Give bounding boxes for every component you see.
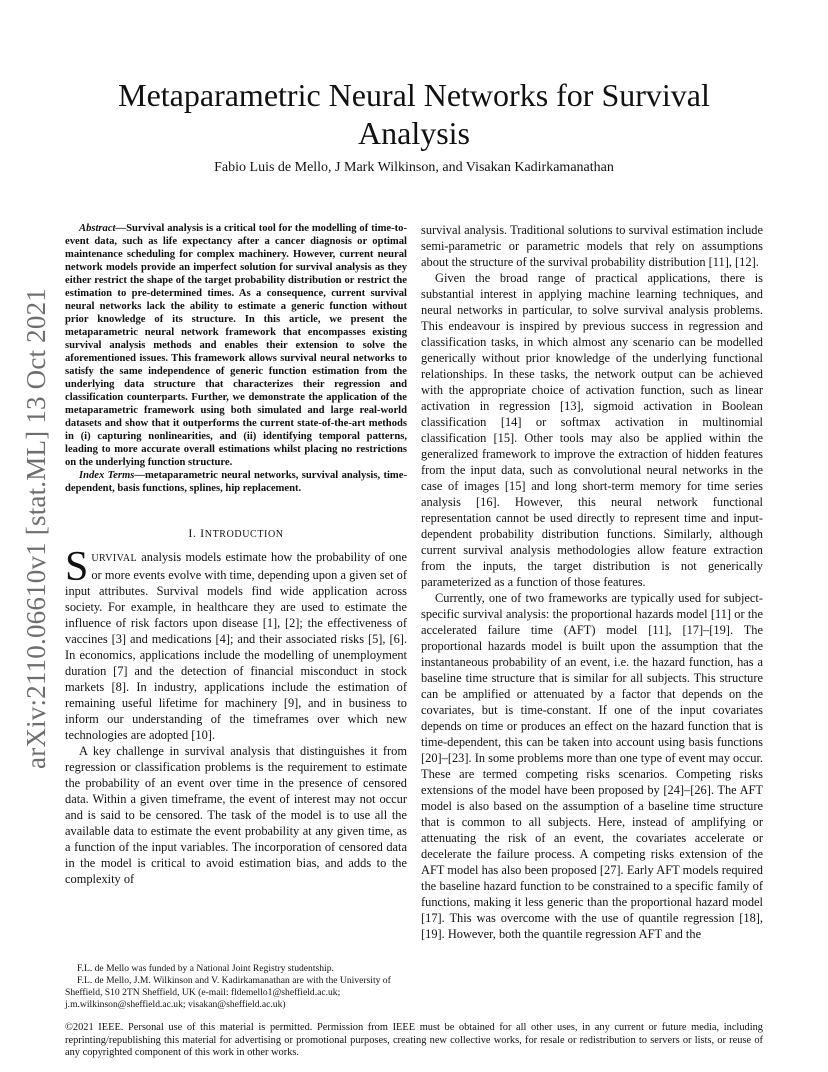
right-paragraph-1: survival analysis. Traditional solutions to survival estimation include semi-parametric or parametric models that rely on assumptions about the structure of the survival probability distribution [11], [12]. xyxy=(421,223,763,269)
section-heading-introduction xyxy=(65,525,407,543)
abstract-text: Survival analysis is a critical tool for the modelling of time-to-event data, such as life expectancy after a cancer diagnosis or optimal maintenance scheduling for complex machinery. However, current neural network models provide an imperfect solution for survival analysis as they either restrict the shape of the target probability distribution or restrict the estimation to pre-determined times. As a consequence, current survival neural networks lack the ability to estimate a generic function without prior knowledge of its structure. In this article, we present the metaparametric neural network framework that encompasses existing survival analysis methods and enables their extension to solve the aforementioned issues. This framework allows survival neural networks to satisfy the same independence of generic function estimation from the underlying data structure that characterizes their regression and classification counterparts. Further, we demonstrate the application of the metaparametric framework using both simulated and large real-world datasets and show that it outperforms the current state-of-the-art methods in (i) capturing nonlinearities, and (ii) identifying temporal patterns, leading to more accurate overall estimations whilst placing no restrictions on the underlying function structure. xyxy=(65,223,407,468)
intro-paragraph-1 xyxy=(65,544,407,743)
index-terms-text: —metaparametric neural networks, survival analysis, time-dependent, basis functions, splines, hip replacement. xyxy=(65,470,407,494)
copyright-notice: ©2021 IEEE. Personal use of this material is permitted. Permission from IEEE must be obtained for all other uses, in any current or future media, including reprinting/republishing this material for advertising or promotional purposes, creating new collective works, for resale or redistribution to servers or lists, or reuse of any copyrighted component of this work in other works. xyxy=(65,1022,763,1059)
right-paragraph-2: Given the broad range of practical applications, there is substantial interest in applying machine learning techniques, and neural networks in particular, to solve survival analysis problems. This endeavour is inspired by previous success in regression and classification tasks, in which almost any scenario can be modelled generically without prior knowledge of the underlying functional relationships. In these tasks, the network output can be achieved with the appropriate choice of activation function, such as linear activation in regression [13], sigmoid activation in Boolean classification [14] or softmax activation in multinomial classification [15]. Other tools may also be applied within the generalized framework to improve the extraction of hidden features from the input data, such as convolutional neural networks in the case of images [15] and long short-term memory for time series analysis [16]. However, this neural network functional representation cannot be used directly to represent time and input-dependent probability distribution functions. Similarly, although current survival analysis methodologies allow feature extraction from the inputs, the target distribution is not generically parameterized as a function of those features. xyxy=(421,271,763,589)
abstract xyxy=(65,222,407,469)
paper-title: Metaparametric Neural Networks for Survival Analysis xyxy=(118,77,710,151)
footnote-affiliation: F.L. de Mello, J.M. Wilkinson and V. Kadirkamanathan are with the University of Sheffield, S10 2TN Sheffield, UK (e-mail: fldemello1@sheffield.ac.uk; j.m.wilkinson@sheffield.ac.uk; visakan@sheffield.ac.uk) xyxy=(65,975,391,1010)
right-paragraph-3: Currently, one of two frameworks are typically used for subject-specific survival analysis: the proportional hazards model [11] or the accelerated failure time (AFT) model [11], [17]–[19]. The proportional hazards model is built upon the assumption that the instantaneous probability of an event, i.e. the hazard function, has a baseline time structure that is similar for all subjects. This structure can be amplified or attenuated by a factor that depends on the covariates, but is time-constant. If one of the input covariates depends on time or produces an effect on the hazard function that is time-dependent, this can be taken into account using basis functions [20]–[23]. In some problems more than one type of event may occur. These are termed competing risks scenarios. Competing risks extensions of the model have been proposed by [24]–[26]. The AFT model is also based on the assumption of a baseline time structure that is common to all subjects. Here, instead of amplifying or attenuating the risk of an event, the covariates accelerate or decelerate the failure process. A competing risks extension of the AFT model has also been proposed [27]. Early AFT models required the baseline hazard function to be constrained to a specific family of functions, making it less generic than the proportional hazard model [17]. This was overcome with the use of quantile regression [18], [19]. However, both the quantile regression AFT and the xyxy=(421,591,763,941)
section-title: NTRODUCTION xyxy=(204,529,284,540)
paper-authors: Fabio Luis de Mello, J Mark Wilkinson, and Visakan Kadirkamanathan xyxy=(214,160,614,175)
section-number: I. I xyxy=(188,526,205,540)
arxiv-sidebar xyxy=(6,268,66,788)
right-column xyxy=(421,222,763,942)
footnotes xyxy=(65,963,407,1011)
index-terms xyxy=(65,469,407,495)
intro-paragraph-1-text: analysis models estimate how the probability of one or more events evolve with time, depending upon a given set of input attributes. Survival models find wide application across society. For example, in healthcare they are used to estimate the influence of risk factors upon disease [1], [2]; the effectiveness of vaccines [3] and medications [4]; and their associated risks [5], [6]. In economics, applications include the modelling of unemployment duration [7] and the detection of financial misconduct in stock markets [8]. In industry, applications include the estimation of remaining useful lifetime for machinery [9], and in business to inform our understanding of the timeframes over which new technologies are adopted [10]. xyxy=(65,550,407,742)
intro-first-word: URVIVAL xyxy=(91,553,138,564)
index-terms-label: Index Terms xyxy=(79,470,135,481)
intro-paragraph-2: A key challenge in survival analysis that distinguishes it from regression or classification problems is the requirement to estimate the probability of an event over time in the presence of censored data. Within a given timeframe, the event of interest may not occur and is said to be censored. The task of the model is to use all the available data to estimate the event probability at any given time, as a function of the input variables. The incorporation of censored data in the model is critical to avoid estimation bias, and adds to the complexity of xyxy=(65,744,407,886)
footnote-funding: F.L. de Mello was funded by a National Joint Registry studentship. xyxy=(77,963,334,974)
abstract-label: Abstract— xyxy=(79,223,127,234)
left-column xyxy=(65,222,407,887)
arxiv-identifier: arXiv:2110.06610v1 [stat.ML] 13 Oct 2021 xyxy=(20,287,51,769)
drop-cap: S xyxy=(65,544,89,590)
